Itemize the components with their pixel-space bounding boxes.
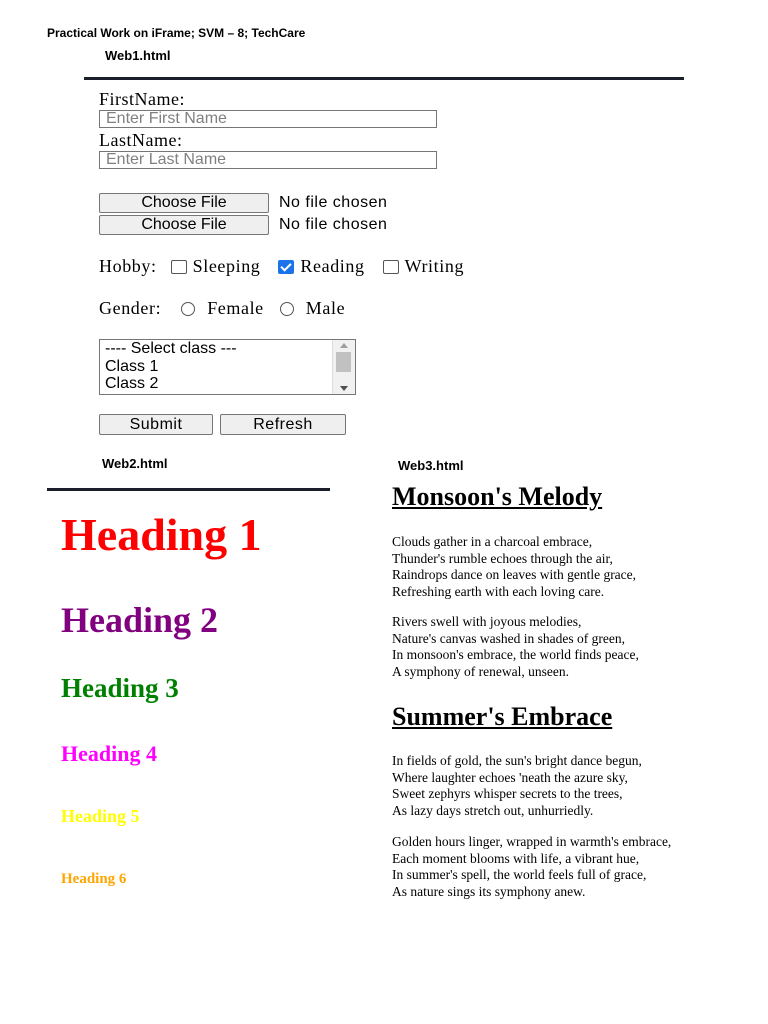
heading-4: Heading 4 [61,741,157,766]
hobby-sleeping-label: Sleeping [192,256,261,276]
first-name-label: FirstName: [99,89,185,109]
web3-caption: Web3.html [398,458,464,473]
poem-title-monsoon: Monsoon's Melody [392,482,603,511]
file-status-2: No file chosen [279,215,388,233]
poem-line: Raindrops dance on leaves with gentle grace, [392,567,637,583]
heading-3: Heading 3 [61,673,179,703]
gender-male-radio[interactable] [280,302,294,316]
poem-line: Golden hours linger, wrapped in warmth's embrace, [392,834,672,849]
hobby-sleeping-checkbox[interactable] [171,260,187,274]
gender-row [99,298,345,319]
choose-file-button-2[interactable]: Choose File [99,215,269,235]
poem-stanza [392,614,639,681]
heading-6: Heading 6 [61,871,127,887]
poem-line: As lazy days stretch out, unhurriedly. [392,803,594,819]
class-option[interactable]: Class 2 [105,375,159,392]
refresh-button[interactable]: Refresh [220,414,346,435]
list-scrollbar[interactable] [332,340,355,394]
heading-2: Heading 2 [61,600,219,640]
hobby-label: Hobby: [99,256,157,276]
scroll-down-icon[interactable] [340,386,348,391]
poem-line: Rivers swell with joyous melodies, [392,614,582,629]
poem-line: Thunder's rumble echoes through the air, [392,550,613,566]
scroll-up-icon[interactable] [340,343,348,348]
file-input-2 [99,214,387,235]
document-title: Practical Work on iFrame; SVM – 8; TechCare [47,26,306,40]
poem-line: In monsoon's embrace, the world finds peace, [392,647,639,663]
heading-1: Heading 1 [61,509,262,560]
gender-male-label: Male [305,298,346,318]
web2-caption: Web2.html [102,456,168,471]
gender-label: Gender: [99,298,162,318]
hobby-writing-label: Writing [404,256,465,276]
hobby-reading-checkbox[interactable] [278,260,294,274]
last-name-input[interactable] [99,151,437,169]
poem-stanza [392,753,642,820]
first-name-placeholder: Enter First Name [106,110,227,127]
poem-line: Each moment blooms with life, a vibrant hue, [392,850,640,866]
class-option[interactable]: Class 1 [105,357,159,375]
web1-caption: Web1.html [105,48,171,63]
hobby-writing-checkbox[interactable] [383,260,399,274]
poem-title-summer: Summer's Embrace [392,702,613,731]
heading-5: Heading 5 [61,806,140,826]
last-name-placeholder: Enter Last Name [106,151,227,168]
first-name-input[interactable] [99,110,437,128]
last-name-label: LastName: [99,130,183,150]
poem-line: Clouds gather in a charcoal embrace, [392,534,593,549]
web2-divider [47,488,330,491]
class-select-list[interactable] [99,339,356,395]
poem-stanza [392,834,671,901]
scroll-thumb[interactable] [336,352,351,372]
poem-stanza [392,534,636,601]
poem-line: As nature sings its symphony anew. [392,884,586,900]
choose-file-button-1[interactable]: Choose File [99,193,269,213]
file-input-1 [99,192,387,213]
poem-line: Where laughter echoes 'neath the azure sky, [392,769,628,785]
poem-line: Nature's canvas washed in shades of green, [392,630,625,646]
class-option[interactable]: ---- Select class --- [105,340,237,357]
poem-line: A symphony of renewal, unseen. [392,664,569,680]
submit-button[interactable]: Submit [99,414,213,435]
poem-line: In summer's spell, the world feels full of grace, [392,867,647,883]
gender-female-label: Female [207,298,264,318]
web1-divider [84,77,684,80]
poem-line: Refreshing earth with each loving care. [392,584,605,600]
hobby-row [99,256,464,277]
file-status-1: No file chosen [279,193,388,211]
gender-female-radio[interactable] [181,302,195,316]
hobby-reading-label: Reading [300,256,365,276]
poem-line: Sweet zephyrs whisper secrets to the trees, [392,786,623,802]
poem-line: In fields of gold, the sun's bright dance begun, [392,753,642,768]
